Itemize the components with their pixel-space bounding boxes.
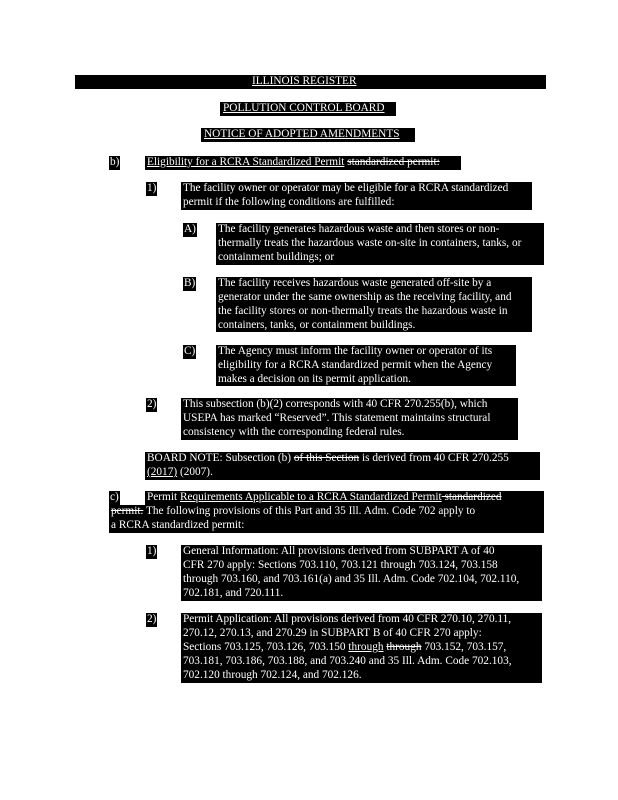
c-line3: makes a decision on its permit application. bbox=[218, 373, 411, 385]
b2-line2: USEPA has marked “Reserved”. This statement maintains structural bbox=[183, 412, 491, 424]
item-label-b1: 1) bbox=[147, 182, 157, 194]
c2-line1: Permit Application: All provisions derived from 40 CFR 270.10, 270.11, bbox=[183, 613, 512, 625]
item-label-b: b) bbox=[110, 156, 120, 168]
a-line1: The facility generates hazardous waste and then stores or non- bbox=[218, 223, 500, 235]
b-upper-line1: The facility receives hazardous waste generated off-site by a bbox=[218, 277, 492, 289]
item-label-b2: 2) bbox=[147, 398, 157, 410]
item-label-c: C) bbox=[184, 345, 196, 357]
item-label-c-lower: c) bbox=[110, 491, 119, 503]
b-upper-line2: generator under the same ownership as the receiving facility, and bbox=[218, 291, 512, 303]
board-title: POLLUTION CONTROL BOARD bbox=[223, 102, 385, 114]
c2-line5: 702.120 through 702.124, and 702.126. bbox=[183, 669, 362, 681]
notice-title: NOTICE OF ADOPTED AMENDMENTS bbox=[204, 128, 400, 140]
c1-line2: CFR 270 apply: Sections 703.110, 703.121 through 703.124, 703.158 bbox=[183, 559, 498, 571]
item-label-b-upper: B) bbox=[184, 277, 196, 289]
c-line1: The Agency must inform the facility owner or operator of its bbox=[218, 345, 493, 357]
b-upper-line4: containers, tanks, or containment buildings. bbox=[218, 319, 416, 331]
item-label-a: A) bbox=[184, 223, 196, 235]
b2-line3: consistency with the corresponding federal rules. bbox=[183, 426, 405, 438]
register-title: ILLINOIS REGISTER bbox=[252, 75, 357, 87]
item-label-c2: 2) bbox=[147, 613, 157, 625]
board-note-line1: BOARD NOTE: Subsection (b) of this Section is derived from 40 CFR 270.255 bbox=[147, 452, 509, 464]
c1-line1: General Information: All provisions derived from SUBPART A of 40 bbox=[183, 545, 495, 557]
a-line3: containment buildings; or bbox=[218, 251, 335, 263]
b2-line1: This subsection (b)(2) corresponds with 40 CFR 270.255(b), which bbox=[183, 398, 488, 410]
c2-line3: Sections 703.125, 703.126, 703.150 through through 703.152, 703.157, bbox=[183, 641, 507, 653]
c-line2: eligibility for a RCRA standardized permit when the Agency bbox=[218, 359, 493, 371]
b-upper-line3: the facility stores or non-thermally treats the hazardous waste in bbox=[218, 305, 508, 317]
c2-line4: 703.181, 703.186, 703.188, and 703.240 and 35 Ill. Adm. Code 702.103, bbox=[183, 655, 512, 667]
c1-line4: 702.181, and 720.111. bbox=[183, 587, 284, 599]
section-c-line2: permit. The following provisions of this Part and 35 Ill. Adm. Code 702 apply to bbox=[111, 505, 476, 517]
c2-line2: 270.12, 270.13, and 270.29 in SUBPART B of 40 CFR 270 apply: bbox=[183, 627, 482, 639]
b1-line2: permit if the following conditions are fulfilled: bbox=[183, 196, 395, 208]
b1-line1: The facility owner or operator may be eligible for a RCRA standardized bbox=[183, 182, 509, 194]
item-label-c1: 1) bbox=[147, 545, 157, 557]
a-line2: thermally treats the hazardous waste on-site in containers, tanks, or bbox=[218, 237, 522, 249]
section-b-heading: Eligibility for a RCRA Standardized Permit standardized permit: bbox=[147, 156, 440, 168]
board-note-line2: (2017) (2007). bbox=[147, 466, 213, 478]
section-c-heading: Permit Requirements Applicable to a RCRA Standardized Permit standardized bbox=[147, 491, 502, 503]
section-c-line3: a RCRA standardized permit: bbox=[111, 519, 245, 531]
c1-line3: through 703.160, and 703.161(a) and 35 Ill. Adm. Code 702.104, 702.110, bbox=[183, 573, 520, 585]
